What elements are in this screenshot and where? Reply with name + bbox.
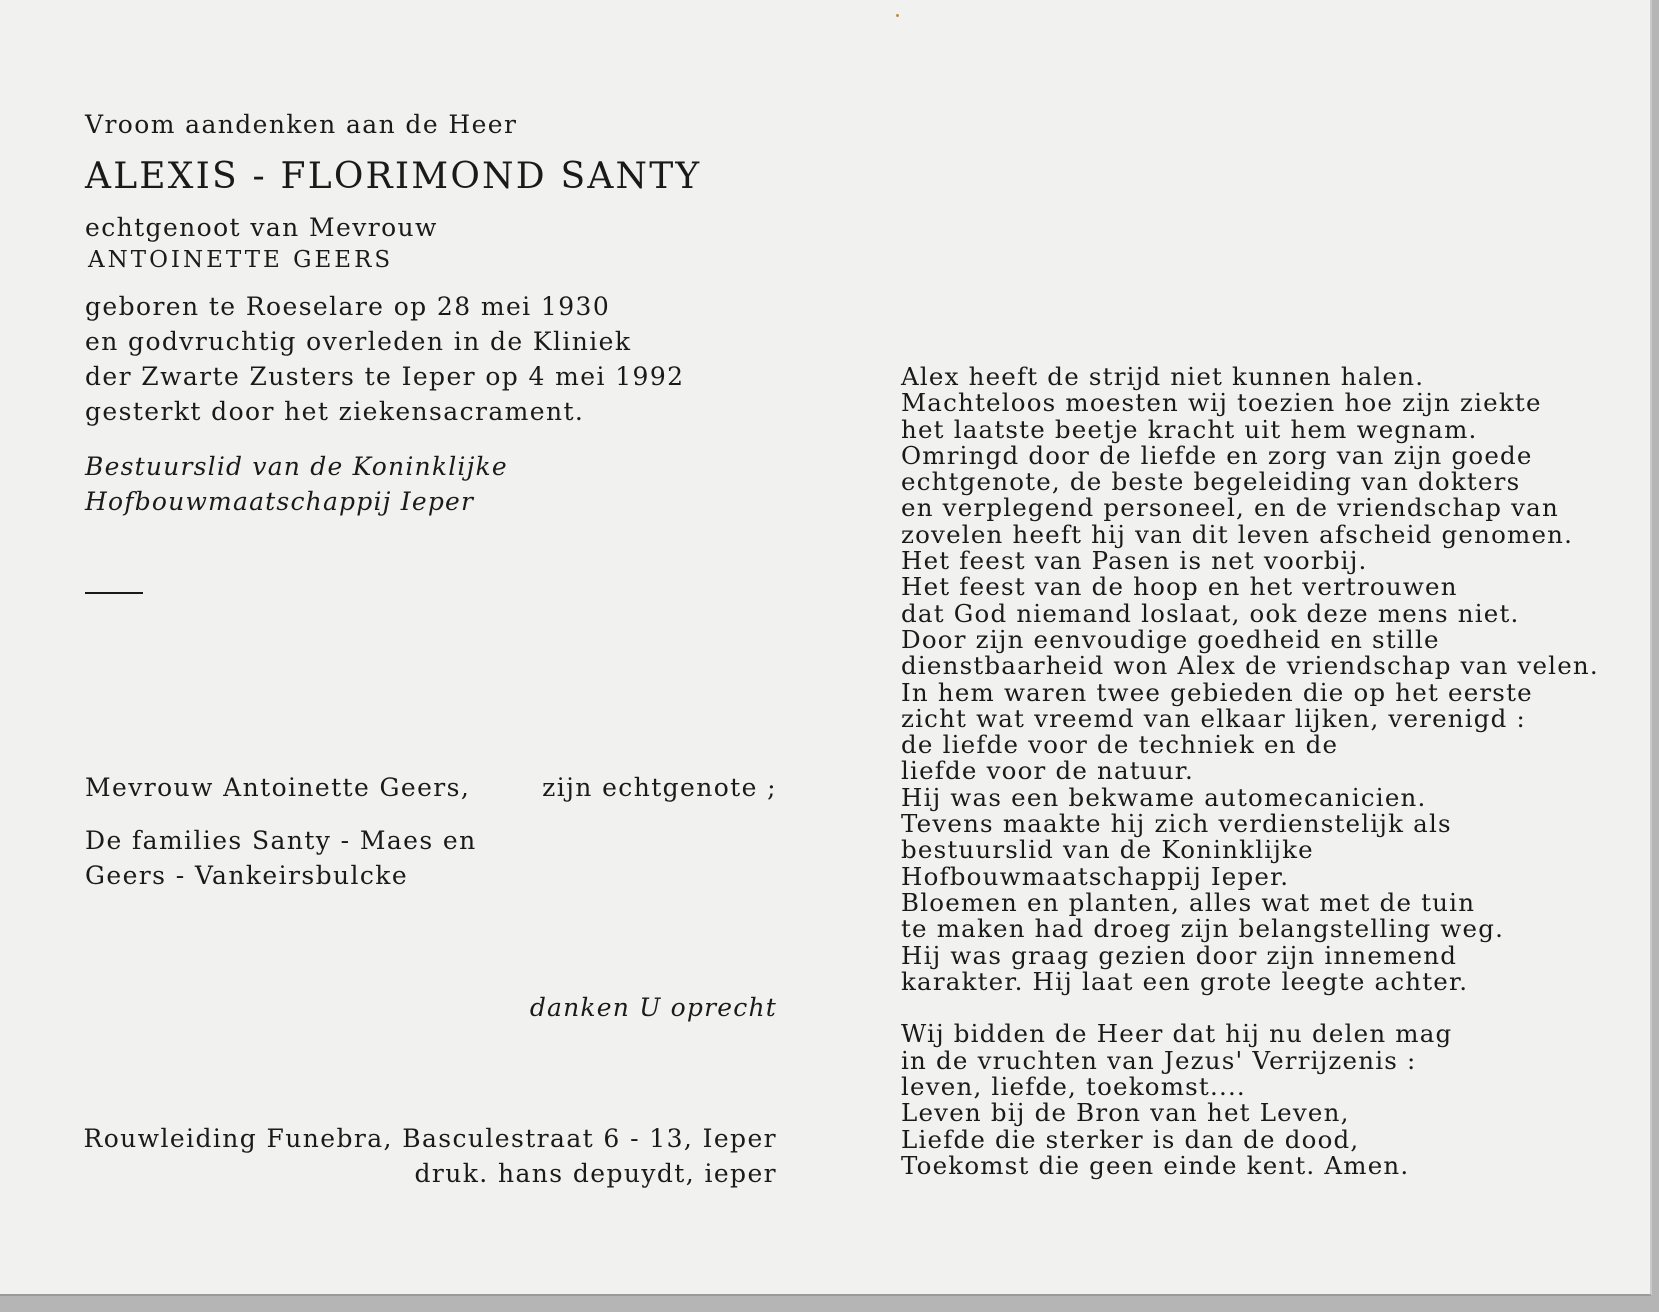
thanks-line: danken U oprecht — [529, 993, 777, 1022]
poem-line: de liefde voor de techniek en de — [901, 730, 1339, 760]
poem-line: Hij was een bekwame automecanicien. — [901, 782, 1427, 812]
poem-line: dat God niemand loslaat, ook deze mens niet. — [901, 598, 1520, 628]
poem-line: Het feest van Pasen is net voorbij. — [901, 546, 1368, 576]
poem-line: echtgenote, de beste begeleiding van dokters — [901, 467, 1521, 497]
intro-line: Vroom aandenken aan de Heer — [85, 110, 518, 139]
prayer-line: in de vruchten van Jezus' Verrijzenis : — [901, 1045, 1417, 1075]
family-line: Geers - Vankeirsbulcke — [85, 861, 409, 890]
poem-line: bestuurslid van de Koninklijke — [901, 835, 1314, 865]
spouse-name: ANTOINETTE GEERS — [88, 247, 394, 273]
spouse-intro: echtgenoot van Mevrouw — [85, 213, 438, 242]
poem-line: Hij was graag gezien door zijn innemend — [901, 940, 1458, 970]
poem-line: het laatste beetje kracht uit hem wegnam. — [901, 414, 1478, 444]
poem-line: In hem waren twee gebieden die op het eerste — [901, 677, 1533, 707]
poem-line: zovelen heeft hij van dit leven afscheid genomen. — [901, 519, 1574, 549]
prayer-line: Wij bidden de Heer dat hij nu delen mag — [901, 1019, 1453, 1049]
memorial-poem — [901, 364, 1599, 1179]
widow-name: Mevrouw Antoinette Geers, — [85, 773, 471, 802]
family-line: De families Santy - Maes en — [85, 826, 477, 855]
bio-line: gesterkt door het ziekensacrament. — [85, 397, 585, 426]
prayer-line: Toekomst die geen einde kent. Amen. — [901, 1150, 1410, 1180]
poem-line: zicht wat vreemd van elkaar lijken, verenigd : — [901, 703, 1526, 733]
separator-rule — [85, 592, 143, 594]
poem-line: Het feest van de hoop en het vertrouwen — [901, 572, 1458, 602]
printer-credit: druk. hans depuydt, ieper — [414, 1159, 777, 1188]
poem-line: en verplegend personeel, en de vriendschap van — [901, 493, 1559, 523]
poem-line: Hofbouwmaatschappij Ieper. — [901, 861, 1290, 891]
deceased-name: ALEXIS - FLORIMOND SANTY — [85, 156, 702, 197]
role-line: Bestuurslid van de Koninklijke — [85, 452, 508, 481]
widow-relation: zijn echtgenote ; — [542, 773, 777, 802]
poem-line: Tevens maakte hij zich verdienstelijk als — [901, 809, 1452, 839]
bio-line: en godvruchtig overleden in de Kliniek — [85, 327, 632, 356]
poem-line: Bloemen en planten, alles wat met de tuin — [901, 887, 1476, 917]
prayer-line: leven, liefde, toekomst.... — [901, 1072, 1246, 1102]
paper-speck — [896, 14, 899, 17]
role-line: Hofbouwmaatschappij Ieper — [85, 487, 475, 516]
poem-line: Door zijn eenvoudige goedheid en stille — [901, 624, 1440, 654]
poem-line: dienstbaarheid won Alex de vriendschap van velen. — [901, 651, 1599, 681]
poem-line: liefde voor de natuur. — [901, 756, 1195, 786]
poem-line: Alex heeft de strijd niet kunnen halen. — [901, 362, 1425, 391]
poem-line: Machteloos moesten wij toezien hoe zijn ziekte — [901, 388, 1542, 418]
poem-line: te maken had droeg zijn belangstelling weg. — [901, 914, 1505, 944]
prayer-line: Leven bij de Bron van het Leven, — [901, 1098, 1350, 1128]
stanza-gap — [901, 995, 1599, 1021]
bio-line: der Zwarte Zusters te Ieper op 4 mei 1992 — [85, 362, 685, 391]
funeral-home: Rouwleiding Funebra, Basculestraat 6 - 13, Ieper — [83, 1124, 777, 1153]
poem-line: Omringd door de liefde en zorg van zijn goede — [901, 440, 1533, 470]
poem-line: karakter. Hij laat een grote leegte achter. — [901, 966, 1469, 996]
prayer-line: Liefde die sterker is dan de dood, — [901, 1124, 1360, 1154]
bio-line: geboren te Roeselare op 28 mei 1930 — [85, 292, 611, 321]
